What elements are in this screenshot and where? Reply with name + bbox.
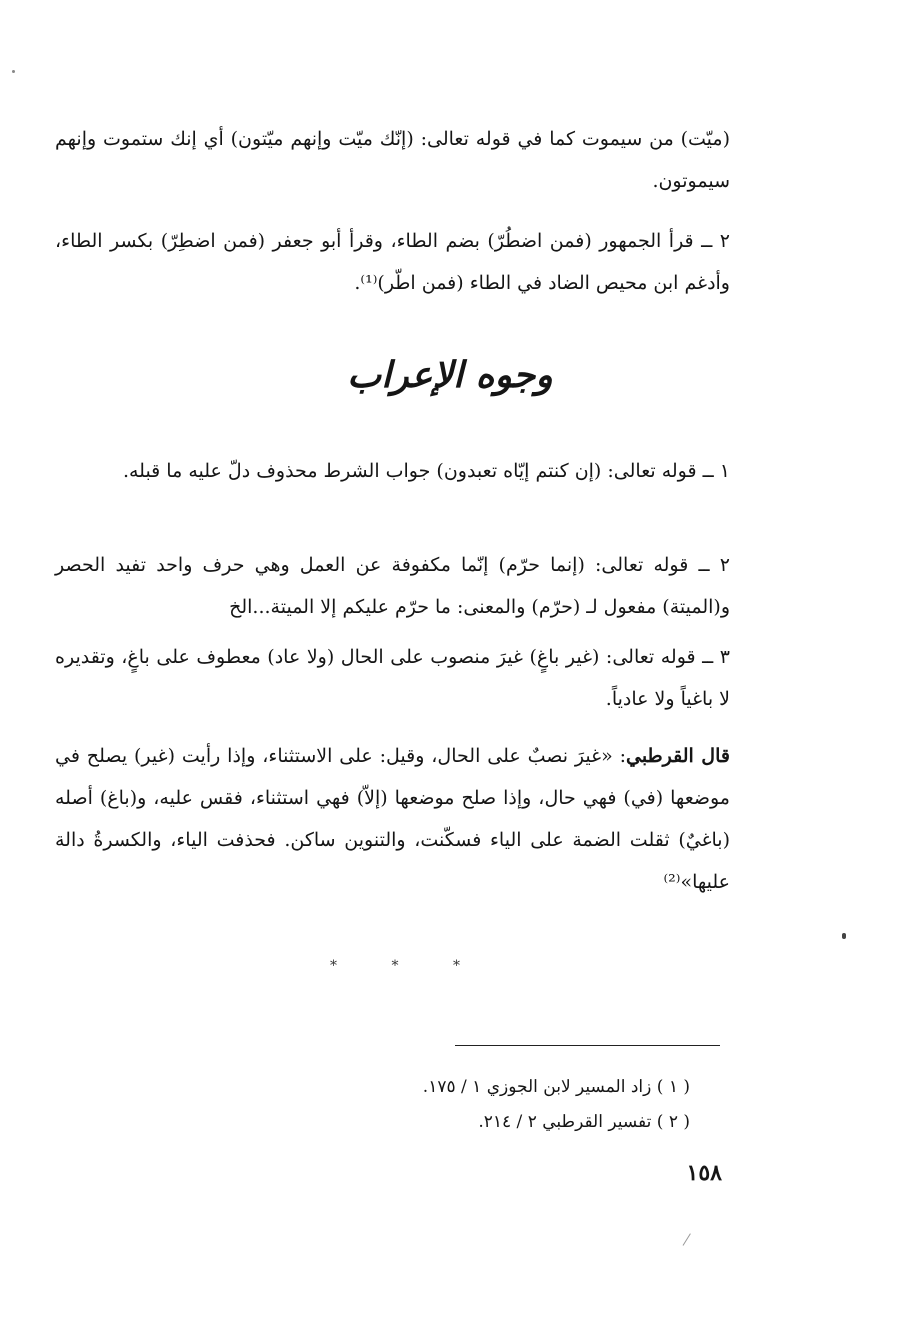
paragraph-reading-2: ٢ ــ قرأ الجمهور (فمن اضطُرّ) بضم الطاء، وقرأ أبو جعفر (فمن اضطِرّ) بكسر الطاء، وأدغم ابن محيص الضاد في الطاء (فمن اطّر)⁽¹⁾. <box>55 230 730 294</box>
scan-speck <box>842 933 846 939</box>
separator-star: * <box>453 958 460 974</box>
separator-star: * <box>391 958 399 974</box>
section-separator <box>330 958 460 974</box>
footnote-2: ( ٢ ) تفسير القرطبي ٢ / ٢١٤. <box>478 1112 690 1132</box>
separator-star: * <box>330 958 337 974</box>
scan-scratch <box>683 1233 691 1245</box>
footnote-divider <box>455 1045 720 1046</box>
paragraph-qurtubi-quote <box>55 735 730 903</box>
section-heading: وجوه الإعراب <box>347 354 553 396</box>
page-number: ١٥٨ <box>686 1160 722 1186</box>
footnote-1: ( ١ ) زاد المسير لابن الجوزي ١ / ١٧٥. <box>422 1077 690 1097</box>
quote-body: : «غيرَ نصبٌ على الحال، وقيل: على الاستثناء، وإذا رأيت (غير) يصلح في موضعها (في) فهي حال، وإذا صلح موضعها (إلاّ) فهي استثناء، فقس عليه، و(باغ) أصله (باغيٌ) ثقلت الضمة على الياء فسكّنت، والتنوين ساكن. فحذفت الياء، والكسرةُ دالة عليها»⁽²⁾ <box>55 745 730 893</box>
paragraph-irab-3: ٣ ــ قوله تعالى: (غير باغٍ) غيرَ منصوب على الحال (ولا عاد) معطوف على باغٍ، وتقديره لا باغياً ولا عادياً. <box>55 646 730 710</box>
paragraph-continuation: (ميّت) من سيموت كما في قوله تعالى: (إنّك ميّت وإنهم ميّتون) أي إنك ستموت وإنهم سيموتون. <box>55 128 730 192</box>
paragraph-irab-2: ٢ ــ قوله تعالى: (إنما حرّم) إنّما مكفوفة عن العمل وهي حرف واحد تفيد الحصر و(الميتة) مفعول لـ (حرّم) والمعنى: ما حرّم عليكم إلا الميتة...الخ <box>55 554 730 618</box>
quote-lead: قال القرطبي <box>625 745 730 767</box>
scan-speck <box>12 70 15 73</box>
paragraph-irab-1: ١ ــ قوله تعالى: (إن كنتم إيّاه تعبدون) جواب الشرط محذوف دلّ عليه ما قبله. <box>122 460 730 482</box>
